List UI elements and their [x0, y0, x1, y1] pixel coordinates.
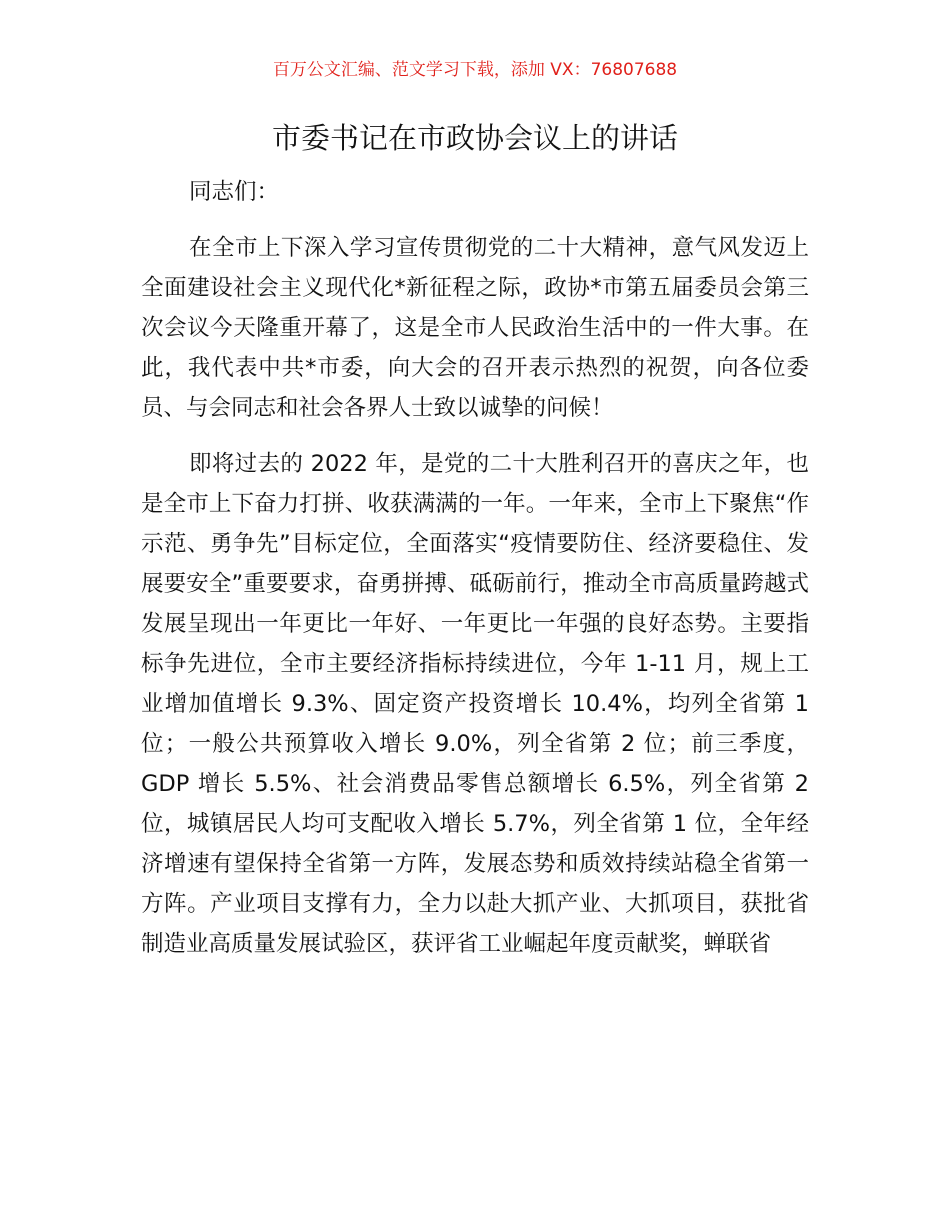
watermark-banner: 百万公文汇编、范文学习下载，添加 VX：76807688 [272, 60, 678, 80]
salutation: 同志们： [189, 179, 280, 205]
paragraph-2: 即将过去的 2022 年，是党的二十大胜利召开的喜庆之年，也是全市上下奋力打拼、收获满满的一年。一年来，全市上下聚焦“作示范、勇争先”目标定位，全面落实“疫情要防住、经济要稳住、发展要安全”重要要求，奋勇拼搏、砥砺前行，推动全市高质量跨越式发展呈现出一年更比一年好、一年更比一年强的良好态势。主要指标争先进位，全市主要经济指标持续进位，今年 1-11 月，规上工业增加值增长 9.3%、固定资产投资增长 10.4%，均列全省第 1 位；一般公共预算收入增长 9.0%，列全省第 2 位；前三季度，GDP 增长 5.5%、社会消费品零售总额增长 6.5%，列全省第 2 位，城镇居民人均可支配收入增长 5.7%，列全省第 1 位，全年经济增速有望保持全省第一方阵，发展态势和质效持续站稳全省第一方阵。产业项目支撑有力，全力以赴大抓产业、大抓项目，获批省制造业高质量发展试验区，获评省工业崛起年度贡献奖，蝉联省 [141, 451, 809, 957]
document-title: 市委书记在市政协会议上的讲话 [271, 121, 678, 155]
paragraph-1: 在全市上下深入学习宣传贯彻党的二十大精神，意气风发迈上全面建设社会主义现代化*新征程之际，政协*市第五届委员会第三次会议今天隆重开幕了，这是全市人民政治生活中的一件大事。在此，我代表中共*市委，向大会的召开表示热烈的祝贺，向各位委员、与会同志和社会各界人士致以诚挚的问候！ [141, 235, 809, 421]
document-body [141, 172, 809, 980]
